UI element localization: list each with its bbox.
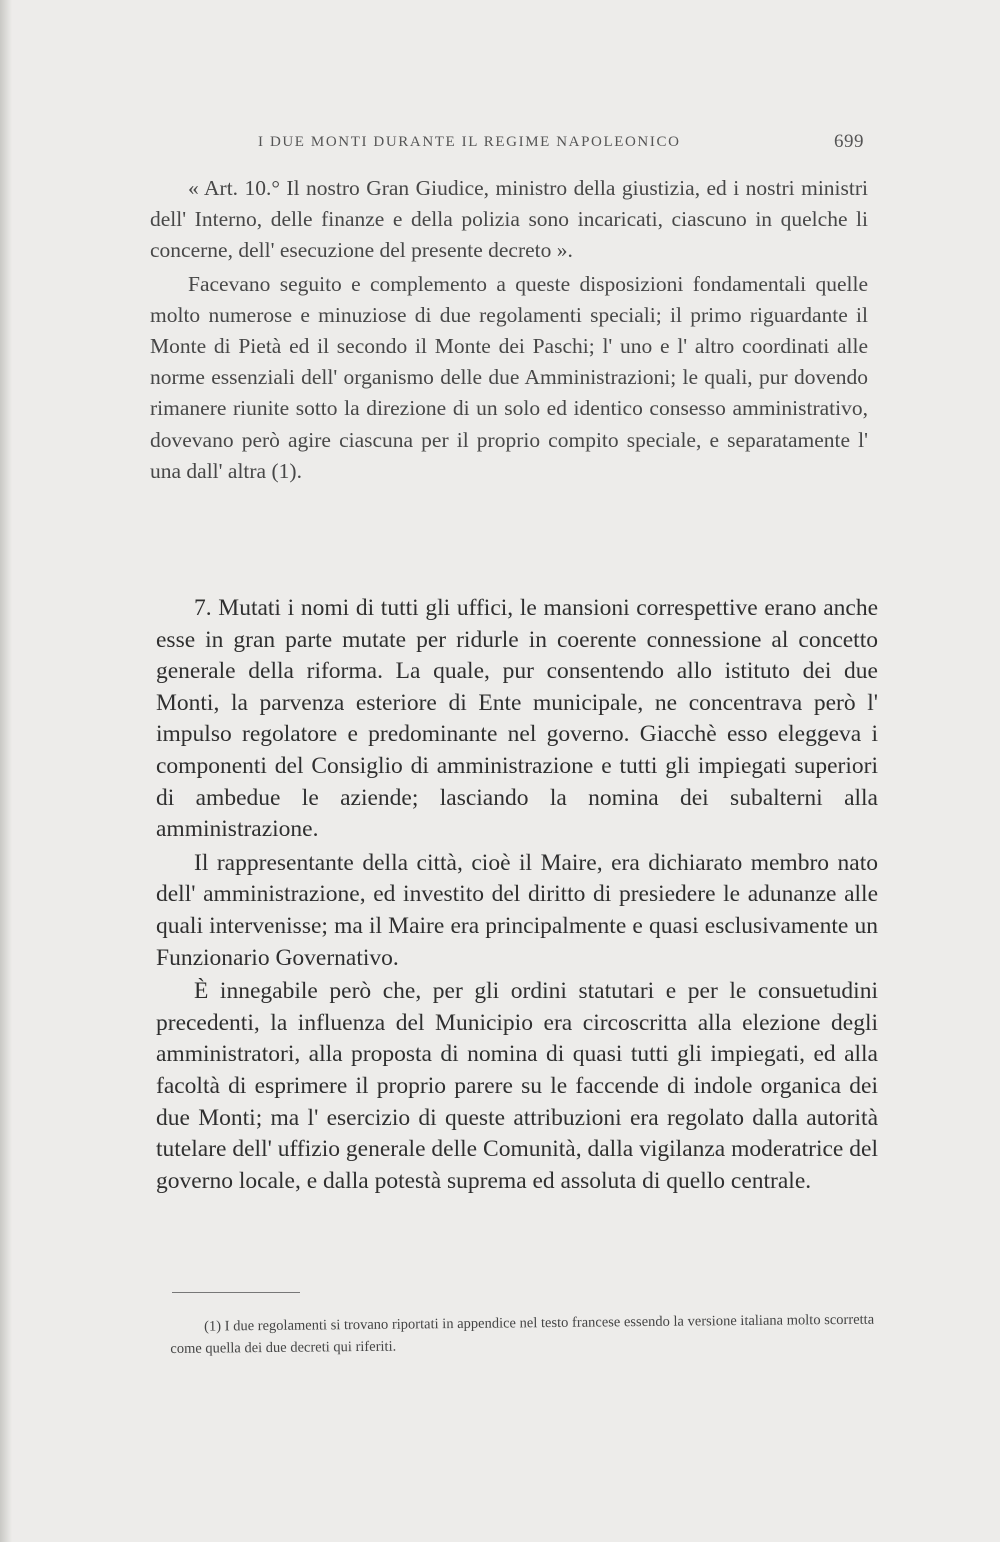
running-title: I DUE MONTI DURANTE IL REGIME NAPOLEONICO <box>258 134 681 150</box>
footnote <box>170 1309 874 1360</box>
paragraph-regolamenti: Facevano seguito e complemento a queste disposizioni fondamentali quelle molto numerose e minuziose di due regolamenti speciali; il primo riguardante il Monte di Pietà ed il secondo il Monte dei Paschi; l' uno e l' altro coordinati alle norme essenziali dell' organismo delle due Amministrazioni; le quali, pur dovendo rimanere riunite sotto la direzione di un solo ed identico consesso amministrativo, dovevano però agire ciascuna per il proprio compito speciale, e separatamente l' una dall' altra (1). <box>150 271 868 483</box>
paragraph-regolamenti-text: Facevano seguito e complemento a queste disposizioni fondamentali quelle molto numerose e minuziose di due regolamenti speciali; il primo riguardante il Monte di Pietà ed il secondo il Monte dei Paschi; l' uno e l' altro coordinati alle norme essenziali dell' organismo delle due Amministrazioni; le quali, pur dovendo rimanere riunite sotto la direzione di un solo ed identico consesso amministrativo, dovevano però agire ciascuna per il proprio compito speciale, e separatamente l' una dall' altra <box>150 271 868 483</box>
page-number: 699 <box>834 131 864 152</box>
top-text-block <box>150 173 868 487</box>
footnote-divider <box>172 1292 300 1293</box>
footnote-reference: (1) <box>271 458 297 483</box>
footnote-marker: (1) <box>204 1318 222 1335</box>
paragraph-article-10: « Art. 10.° Il nostro Gran Giudice, ministro della giustizia, ed i nostri ministri dell' Interno, delle finanze e della polizia sono incaricati, ciascuno in quelche li concerne, dell' esecuzione del presente decreto ». <box>150 176 868 263</box>
paragraph-section-7: 7. Mutati i nomi di tutti gli uffici, le mansioni correspettive erano anche esse in gran parte mutate per ridurle in coerente connessione al concetto generale della riforma. La quale, pur consentendo allo istituto dei due Monti, la parvenza esteriore di Ente municipale, ne concentrava però l' impulso regolatore e predominante nel governo. Giacchè esso eleggeva i componenti del Consiglio di amministrazione e tutti gli impiegati superiori di ambedue le aziende; lasciando la nomina dei subalterni alla amministrazione. <box>156 595 878 843</box>
section-7-block <box>156 593 878 1197</box>
paragraph-maire: Il rappresentante della città, cioè il Maire, era dichiarato membro nato dell' amministrazione, ed investito del diritto di presiedere le adunanze alle quali intervenisse; ma il Maire era principalmente e quasi esclusivamente un Funzionario Governativo. <box>156 849 878 971</box>
footnote-text: I due regolamenti si trovano riportati in appendice nel testo francese essendo la versione italiana molto scorretta come quella dei due decreti qui riferiti. <box>170 1311 875 1357</box>
page-gutter-shadow <box>0 0 12 1542</box>
running-header <box>258 131 864 152</box>
paragraph-municipio: È innegabile però che, per gli ordini statutari e per le consuetudini precedenti, la influenza del Municipio era circoscritta alla elezione degli amministratori, alla proposta di nomina di quasi tutti gli impiegati, ed alla facoltà di esprimere il proprio parere su le faccende di indole organica dei due Monti; ma l' esercizio di queste attribuzioni era regolato dalla autorità tutelare dell' uffizio generale delle Comunità, dalla vigilanza moderatrice del governo locale, e dalla potestà suprema ed assoluta di quello centrale. <box>156 978 878 1194</box>
